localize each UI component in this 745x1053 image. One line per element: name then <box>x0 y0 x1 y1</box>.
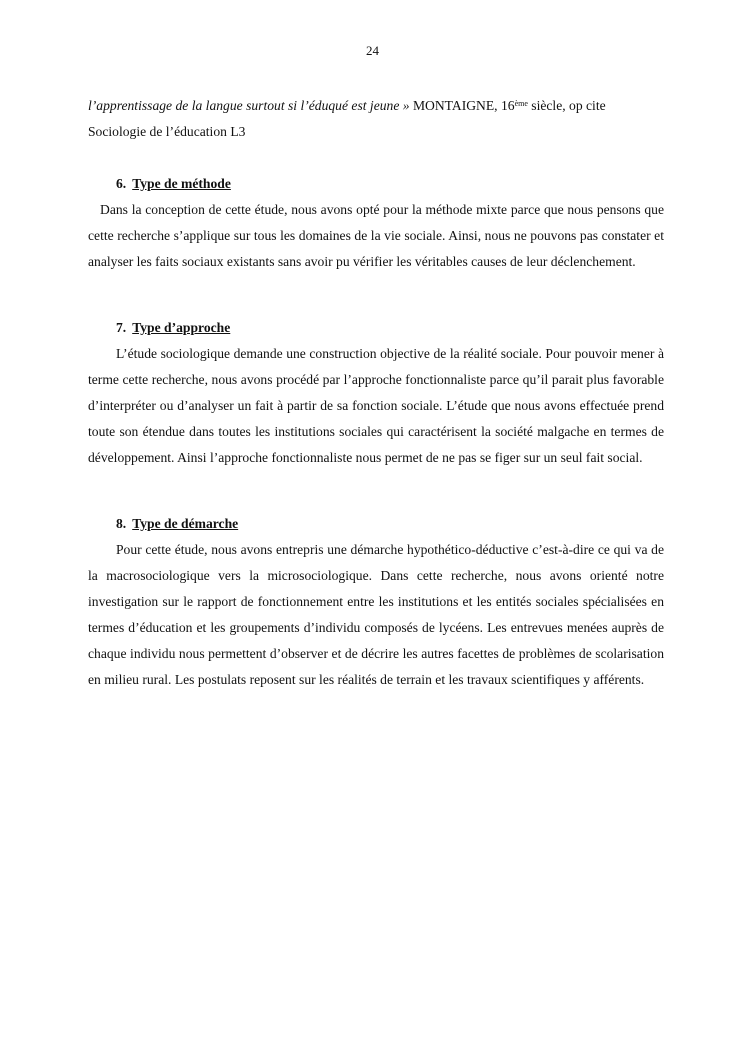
section-heading-methode <box>88 171 664 197</box>
intro-superscript: ème <box>514 99 528 108</box>
intro-paragraph <box>88 93 664 145</box>
section-title: Type d’approche <box>132 320 231 335</box>
section-title: Type de démarche <box>132 516 239 531</box>
section-body-approche: L’étude sociologique demande une construction objective de la réalité sociale. Pour pouvoir mener à terme cette recherche, nous avons procédé par l’approche fonctionnaliste parce qu’il parait plus favorable d’interpréter ou d’analyser un fait à partir de sa fonction sociale. L’étude que nous avons effectuée prend toute son étendue dans toutes les institutions sociales qui caractérisent la société malgache en termes de développement. Ainsi l’approche fonctionnaliste nous permet de ne pas se figer sur un seul fait social. <box>88 346 664 465</box>
section-number: 7. <box>116 320 127 335</box>
section-number: 8. <box>116 516 127 531</box>
intro-author: MONTAIGNE, 16 <box>409 98 515 113</box>
section-number: 6. <box>116 176 127 191</box>
intro-source: Sociologie de l’éducation L3 <box>88 124 246 139</box>
page-number: 24 <box>366 43 379 58</box>
section-heading-approche <box>88 315 664 341</box>
section-body-demarche: Pour cette étude, nous avons entrepris une démarche hypothético-déductive c’est-à-dire ce qui va de la macrosociologique vers la microsociologique. Dans cette recherche, nous avons orienté notre investigation sur le rapport de fonctionnement entre les institutions et les entités sociales spécialisées en termes d’éducation et les groupements d’individu composés de lycéens. Les entrevues menées auprès de chaque individu nous permettent d’observer et de décrire les autres facettes de problèmes de scolarisation en milieu rural. Les postulats reposent sur les réalités de terrain et les travaux scientifiques y afférents. <box>88 542 664 687</box>
page-content <box>88 93 664 693</box>
section-heading-demarche <box>88 511 664 537</box>
section-title: Type de méthode <box>132 176 231 191</box>
intro-quote: l’apprentissage de la langue surtout si l’éduqué est jeune » <box>88 98 410 113</box>
intro-after: siècle, op cite <box>527 98 606 113</box>
section-body-methode: Dans la conception de cette étude, nous avons opté pour la méthode mixte parce que nous pensons que cette recherche s’applique sur tous les domaines de la vie sociale. Ainsi, nous ne pouvons pas constater et analyser les faits sociaux existants sans avoir pu vérifier les véritables causes de leur déclenchement. <box>88 202 664 269</box>
